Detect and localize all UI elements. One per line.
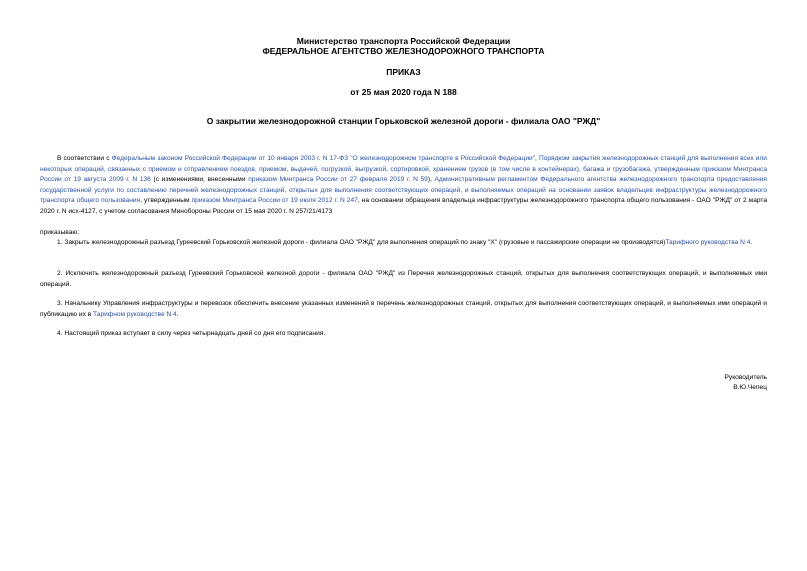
preamble-text-5: , утвержденным bbox=[140, 197, 192, 204]
amendment-order-link[interactable]: приказом Минтранса России от 27 февраля 2019 г. N 59 bbox=[248, 176, 428, 183]
preamble-text-4: ), bbox=[427, 176, 435, 183]
order-item-3 bbox=[40, 299, 767, 320]
order-word: приказываю: bbox=[40, 229, 80, 236]
federal-law-link[interactable]: Федеральным законом Российской Федерации от 10 января 2003 г. N 17-ФЗ "О железнодорожном транспорте в Российской Федерации" bbox=[111, 155, 536, 162]
document-date: от 25 мая 2020 года N 188 bbox=[350, 87, 457, 97]
preamble-text-6: , на основании обращения владельца инфраструктуры железнодорожного транспорта общего пользования - ОАО "РЖД" от 2 марта 2020 г. N исх-4127, с учетом согласования Минобороны России от 15 мая 2020 г. N 257/21/4173 bbox=[40, 197, 768, 215]
item-3-text: 3. Начальнику Управления инфраструктуры и перевозок обеспечить внесение указанных изменений в перечень железнодорожных станций, открытых для выполнения соответствующих операций, и выполняемых ими операций и публикацию их в bbox=[40, 300, 767, 318]
agency-name: ФЕДЕРАЛЬНОЕ АГЕНТСТВО ЖЕЛЕЗНОДОРОЖНОГО ТРАНСПОРТА bbox=[262, 46, 545, 56]
preamble-text-2: , bbox=[535, 155, 539, 162]
document-title: О закрытии железнодорожной станции Горьковской железной дороги - филиала ОАО "РЖД" bbox=[206, 116, 601, 126]
ministry-name: Министерство транспорта Российской Федерации bbox=[296, 36, 511, 46]
item-1-text: 1. Закрыть железнодорожный разъезд Гуреевский Горьковской железной дороги - филиала ОАО "РЖД" для выполнения операций по знаку "X" (грузовые и пассажирские операции не производятся) bbox=[57, 239, 666, 246]
signatory-position: Руководитель bbox=[724, 374, 767, 381]
preamble-paragraph bbox=[40, 154, 767, 217]
closure-procedure-link[interactable]: Порядком закрытия железнодорожных станций для выполнения всех или некоторых операций, связанных с приемом и отправлением поездов, приемом, выдачей, погрузкой, выгрузкой, сортировкой, хранением грузов (в том числе в контейнерах), багажа и грузобагажа, утвержденным приказом Минтранса России от 19 августа 2009 г. N 136 bbox=[40, 155, 767, 183]
order-item-2: 2. Исключить железнодорожный разъезд Гуреевский Горьковской железной дороги - филиала ОАО "РЖД" из Перечня железнодорожных станций, открытых для выполнения соответствующих операций, и выполняемых ими операций. bbox=[40, 270, 767, 288]
tariff-guide-link-1[interactable]: Тарифного руководства N 4 bbox=[665, 239, 751, 246]
document-type: ПРИКАЗ bbox=[386, 67, 421, 77]
signatory-name: В.Ю.Чепец bbox=[733, 384, 767, 391]
tariff-guide-link-2[interactable]: Тарифном руководстве N 4 bbox=[93, 310, 177, 318]
order-item-4: 4. Настоящий приказ вступает в силу через четырнадцать дней со дня его подписания. bbox=[57, 330, 326, 337]
item-3-end: . bbox=[176, 310, 179, 318]
preamble-text-3: (с изменениями, внесенными bbox=[150, 176, 249, 183]
item-1-end: . bbox=[750, 239, 753, 246]
admin-regulation-link[interactable]: Административным регламентом Федерального агентства железнодорожного транспорта предоставления государственной услуги по составлению перечней железнодорожных станций, открытых для выполнения соответствующих операций, и выполняемых операций на основании заявок владельцев инфраструктуры железнодорожного транспорта общего пользования bbox=[40, 176, 767, 204]
preamble-text-1: В соответствии с bbox=[57, 155, 112, 162]
order-247-link[interactable]: приказом Минтранса России от 19 июля 2012 г. N 247 bbox=[191, 197, 358, 204]
order-item-1 bbox=[40, 238, 767, 249]
